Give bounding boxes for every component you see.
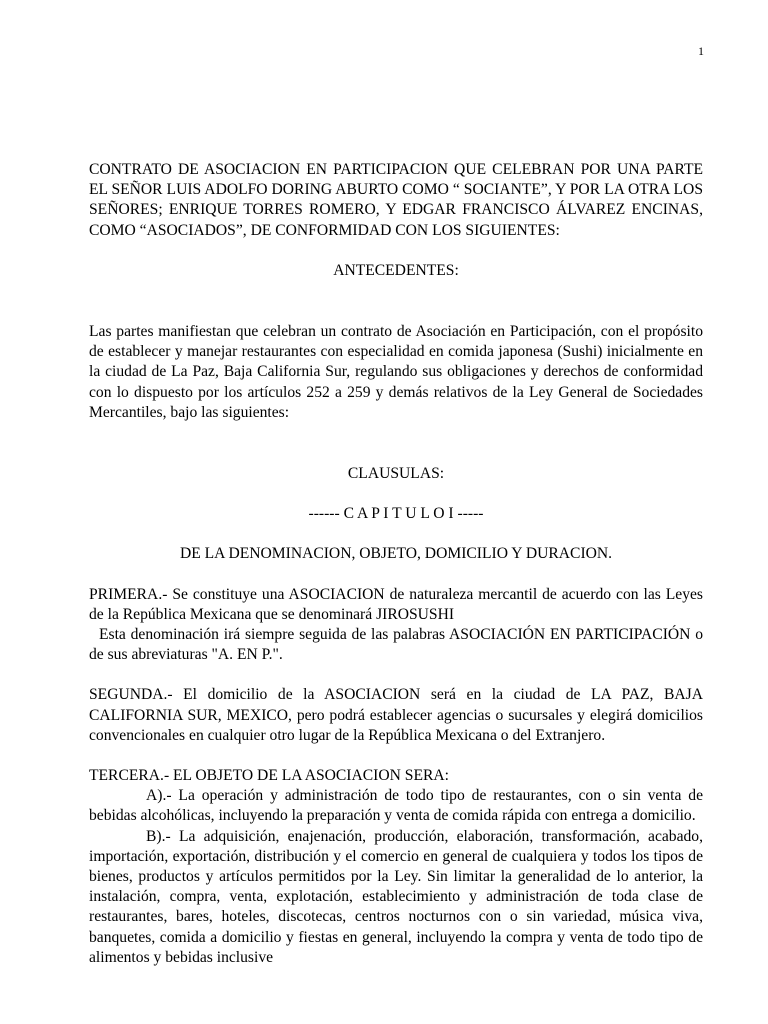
clause-tercera: TERCERA.- EL OBJETO DE LA ASOCIACION SERA:: [89, 767, 449, 785]
clausulas-heading: CLAUSULAS:: [347, 465, 445, 483]
capitulo-heading: ------ C A P I T U L O I -----: [308, 505, 484, 523]
clause-primera-continued: Esta denominación irá siempre seguida de las palabras ASOCIACIÓN EN PARTICIPACIÓN o de sus abreviaturas "A. EN P.".: [89, 626, 703, 664]
antecedentes-heading: ANTECEDENTES:: [333, 261, 459, 279]
page-number: 1: [698, 44, 704, 58]
capitulo-subtitle: DE LA DENOMINACION, OBJETO, DOMICILIO Y DURACION.: [179, 545, 613, 563]
antecedentes-paragraph: Las partes manifiestan que celebran un contrato de Asociación en Participación, con el propósito de establecer y manejar restaurantes con especialidad en comida japonesa (Sushi) inicialmente en la ciudad de La Paz, Baja California Sur, regulando sus obligaciones y derechos de conformidad con lo dispuesto por los artículos 252 a 259 y demás relativos de la Ley General de Sociedades Mercantiles, bajo las siguientes:: [89, 323, 703, 421]
clause-primera: PRIMERA.- Se constituye una ASOCIACION de naturaleza mercantil de acuerdo con las Leyes de la República Mexicana que se denominará JIROSUSHI: [89, 585, 703, 623]
contract-title: CONTRATO DE ASOCIACION EN PARTICIPACION QUE CELEBRAN POR UNA PARTE EL SEÑOR LUIS ADOLFO DORING ABURTO COMO “ SOCIANTE”, Y POR LA OTRA LOS SEÑORES; ENRIQUE TORRES ROMERO, Y EDGAR FRANCISCO ÁLVAREZ ENCINAS, COMO “ASOCIADOS”, DE CONFORMIDAD CON LOS SIGUIENTES:: [89, 161, 703, 239]
clause-tercera-b: B).- La adquisición, enajenación, producción, elaboración, transformación, acabado, importación, exportación, distribución y el comercio en general de cualquiera y todos los tipos de bienes, productos y artículos permitidos por la Ley. Sin limitar la generalidad de lo anterior, la instalación, compra, venta, explotación, establecimiento y administración de toda clase de restaurantes, bares, hoteles, discotecas, centros nocturnos con o sin variedad, música viva, banquetes, comida a domicilio y fiestas en general, incluyendo la compra y venta de todo tipo de alimentos y bebidas inclusive: [89, 827, 703, 966]
clause-segunda: SEGUNDA.- El domicilio de la ASOCIACION será en la ciudad de LA PAZ, BAJA CALIFORNIA SUR, MEXICO, pero podrá establecer agencias o sucursales y elegirá domicilios convencionales en cualquier otro lugar de la República Mexicana o del Extranjero.: [89, 686, 703, 744]
document-body: [89, 160, 703, 968]
clause-tercera-a: A).- La operación y administración de todo tipo de restaurantes, con o sin venta de bebidas alcohólicas, incluyendo la preparación y venta de comida rápida con entrega a domicilio.: [89, 787, 703, 825]
